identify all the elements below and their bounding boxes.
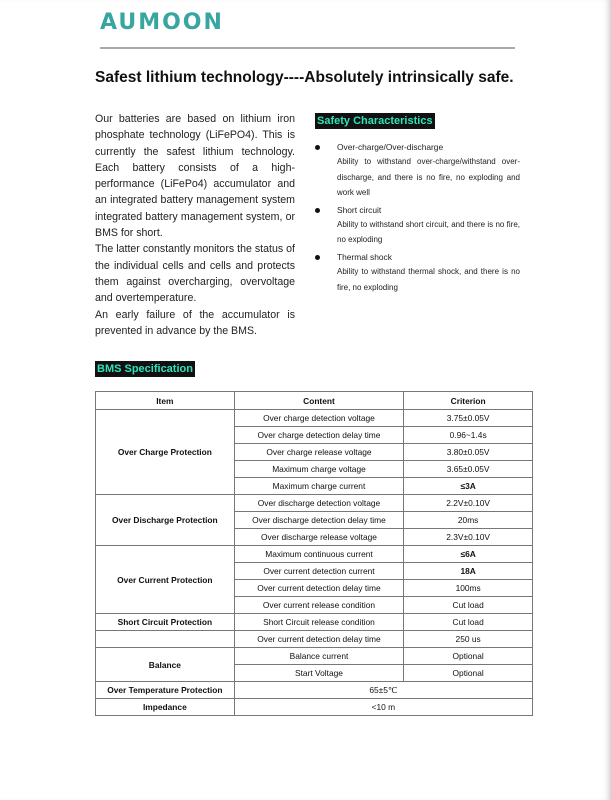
table-row	[96, 614, 533, 631]
criterion-cell: 0.96~1.4s	[404, 427, 533, 444]
table-row	[96, 648, 533, 665]
item-cell: Short Circuit Protection	[96, 614, 235, 631]
item-cell: Over Current Protection	[96, 546, 235, 614]
content-cell: Over current detection delay time	[234, 580, 404, 597]
criterion-cell: 250 us	[404, 631, 533, 648]
bms-spec-table	[95, 391, 533, 716]
item-cell: Balance	[96, 648, 235, 682]
content-cell: Over charge detection delay time	[234, 427, 404, 444]
table-row	[96, 699, 533, 716]
item-cell: Impedance	[96, 699, 235, 716]
criterion-cell: Optional	[404, 665, 533, 682]
intro-paragraph: Our batteries are based on lithium iron phosphate technology (LiFePO4). This is currently the safest lithium technology. Each battery consists of a high-performance (LiFePo4) accumulator and an integrated battery management system integrated battery management system, or BMS for short.	[95, 113, 295, 240]
criterion-cell: 3.65±0.05V	[404, 461, 533, 478]
table-row	[96, 546, 533, 563]
content-cell: Balance current	[234, 648, 404, 665]
intro-paragraph: An early failure of the accumulator is prevented in advance by the BMS.	[95, 308, 295, 337]
safety-item	[315, 141, 520, 201]
table-header-row	[96, 392, 533, 410]
aumoon-logo: AUMOON	[100, 10, 224, 35]
criterion-cell: Cut load	[404, 597, 533, 614]
header-criterion: Criterion	[404, 392, 533, 410]
content-cell: Short Circuit release condition	[234, 614, 404, 631]
criterion-cell: 3.75±0.05V	[404, 410, 533, 427]
criterion-cell: 2.3V±0.10V	[404, 529, 533, 546]
bms-section-heading	[95, 359, 195, 377]
content-cell: Start Voltage	[234, 665, 404, 682]
criterion-cell: 20ms	[404, 512, 533, 529]
safety-item-desc: Ability to withstand over-charge/withstand over- discharge, and there is no fire, no exploding and work well	[337, 157, 520, 198]
content-cell: Over discharge detection delay time	[234, 512, 404, 529]
content-cell: Over current detection delay time	[234, 631, 404, 648]
content-cell: Over charge release voltage	[234, 444, 404, 461]
criterion-cell: 3.80±0.05V	[404, 444, 533, 461]
criterion-cell: ≤3A	[404, 478, 533, 495]
criterion-cell: 18A	[404, 563, 533, 580]
item-cell: Over Charge Protection	[96, 410, 235, 495]
safety-item-desc: Ability to withstand thermal shock, and there is no fire, no exploding	[337, 266, 520, 292]
empty-item-cell	[96, 631, 235, 648]
content-cell: Over discharge detection voltage	[234, 495, 404, 512]
content-cell: Maximum charge voltage	[234, 461, 404, 478]
intro-paragraph: The latter constantly monitors the status of the individual cells and cells and protects them against overcharging, overvoltage and overtemperature.	[95, 243, 295, 305]
safety-item-desc: Ability to withstand short circuit, and there is no fire, no exploding	[337, 219, 520, 245]
item-cell: Over Discharge Protection	[96, 495, 235, 546]
criterion-cell: ≤6A	[404, 546, 533, 563]
safety-item	[315, 251, 520, 295]
content-cell: Maximum charge current	[234, 478, 404, 495]
table-row	[96, 410, 533, 427]
header-divider	[100, 47, 515, 49]
safety-item-title: Thermal shock	[337, 251, 392, 262]
table-row	[96, 495, 533, 512]
page-headline: Safest lithium technology----Absolutely intrinsically safe.	[95, 69, 514, 86]
bullet-icon	[315, 145, 320, 150]
content-cell: Over current detection current	[234, 563, 404, 580]
criterion-cell: 2.2V±0.10V	[404, 495, 533, 512]
table-row	[96, 631, 533, 648]
intro-text	[95, 111, 295, 339]
header-item: Item	[96, 392, 235, 410]
safety-item-title: Short circuit	[337, 204, 382, 215]
criterion-cell: 100ms	[404, 580, 533, 597]
criterion-cell: Optional	[404, 648, 533, 665]
content-cell: Maximum continuous current	[234, 546, 404, 563]
safety-item	[315, 204, 520, 248]
item-cell: Over Temperature Protection	[96, 682, 235, 699]
safety-section-title: Safety Characteristics	[317, 115, 433, 127]
content-cell: Over current release condition	[234, 597, 404, 614]
safety-item-title: Over-charge/Over-discharge	[337, 142, 444, 152]
content-cell: Over charge detection voltage	[234, 410, 404, 427]
criterion-cell: Cut load	[404, 614, 533, 631]
table-row	[96, 682, 533, 699]
safety-characteristics	[315, 111, 520, 298]
bullet-icon	[315, 255, 320, 260]
safety-list	[315, 141, 520, 295]
bullet-icon	[315, 208, 320, 213]
content-cell: Over discharge release voltage	[234, 529, 404, 546]
merged-value-cell: 65±5℃	[234, 682, 532, 699]
bms-section-title: BMS Specification	[97, 363, 193, 375]
header-content: Content	[234, 392, 404, 410]
merged-value-cell: <10 m	[234, 699, 532, 716]
